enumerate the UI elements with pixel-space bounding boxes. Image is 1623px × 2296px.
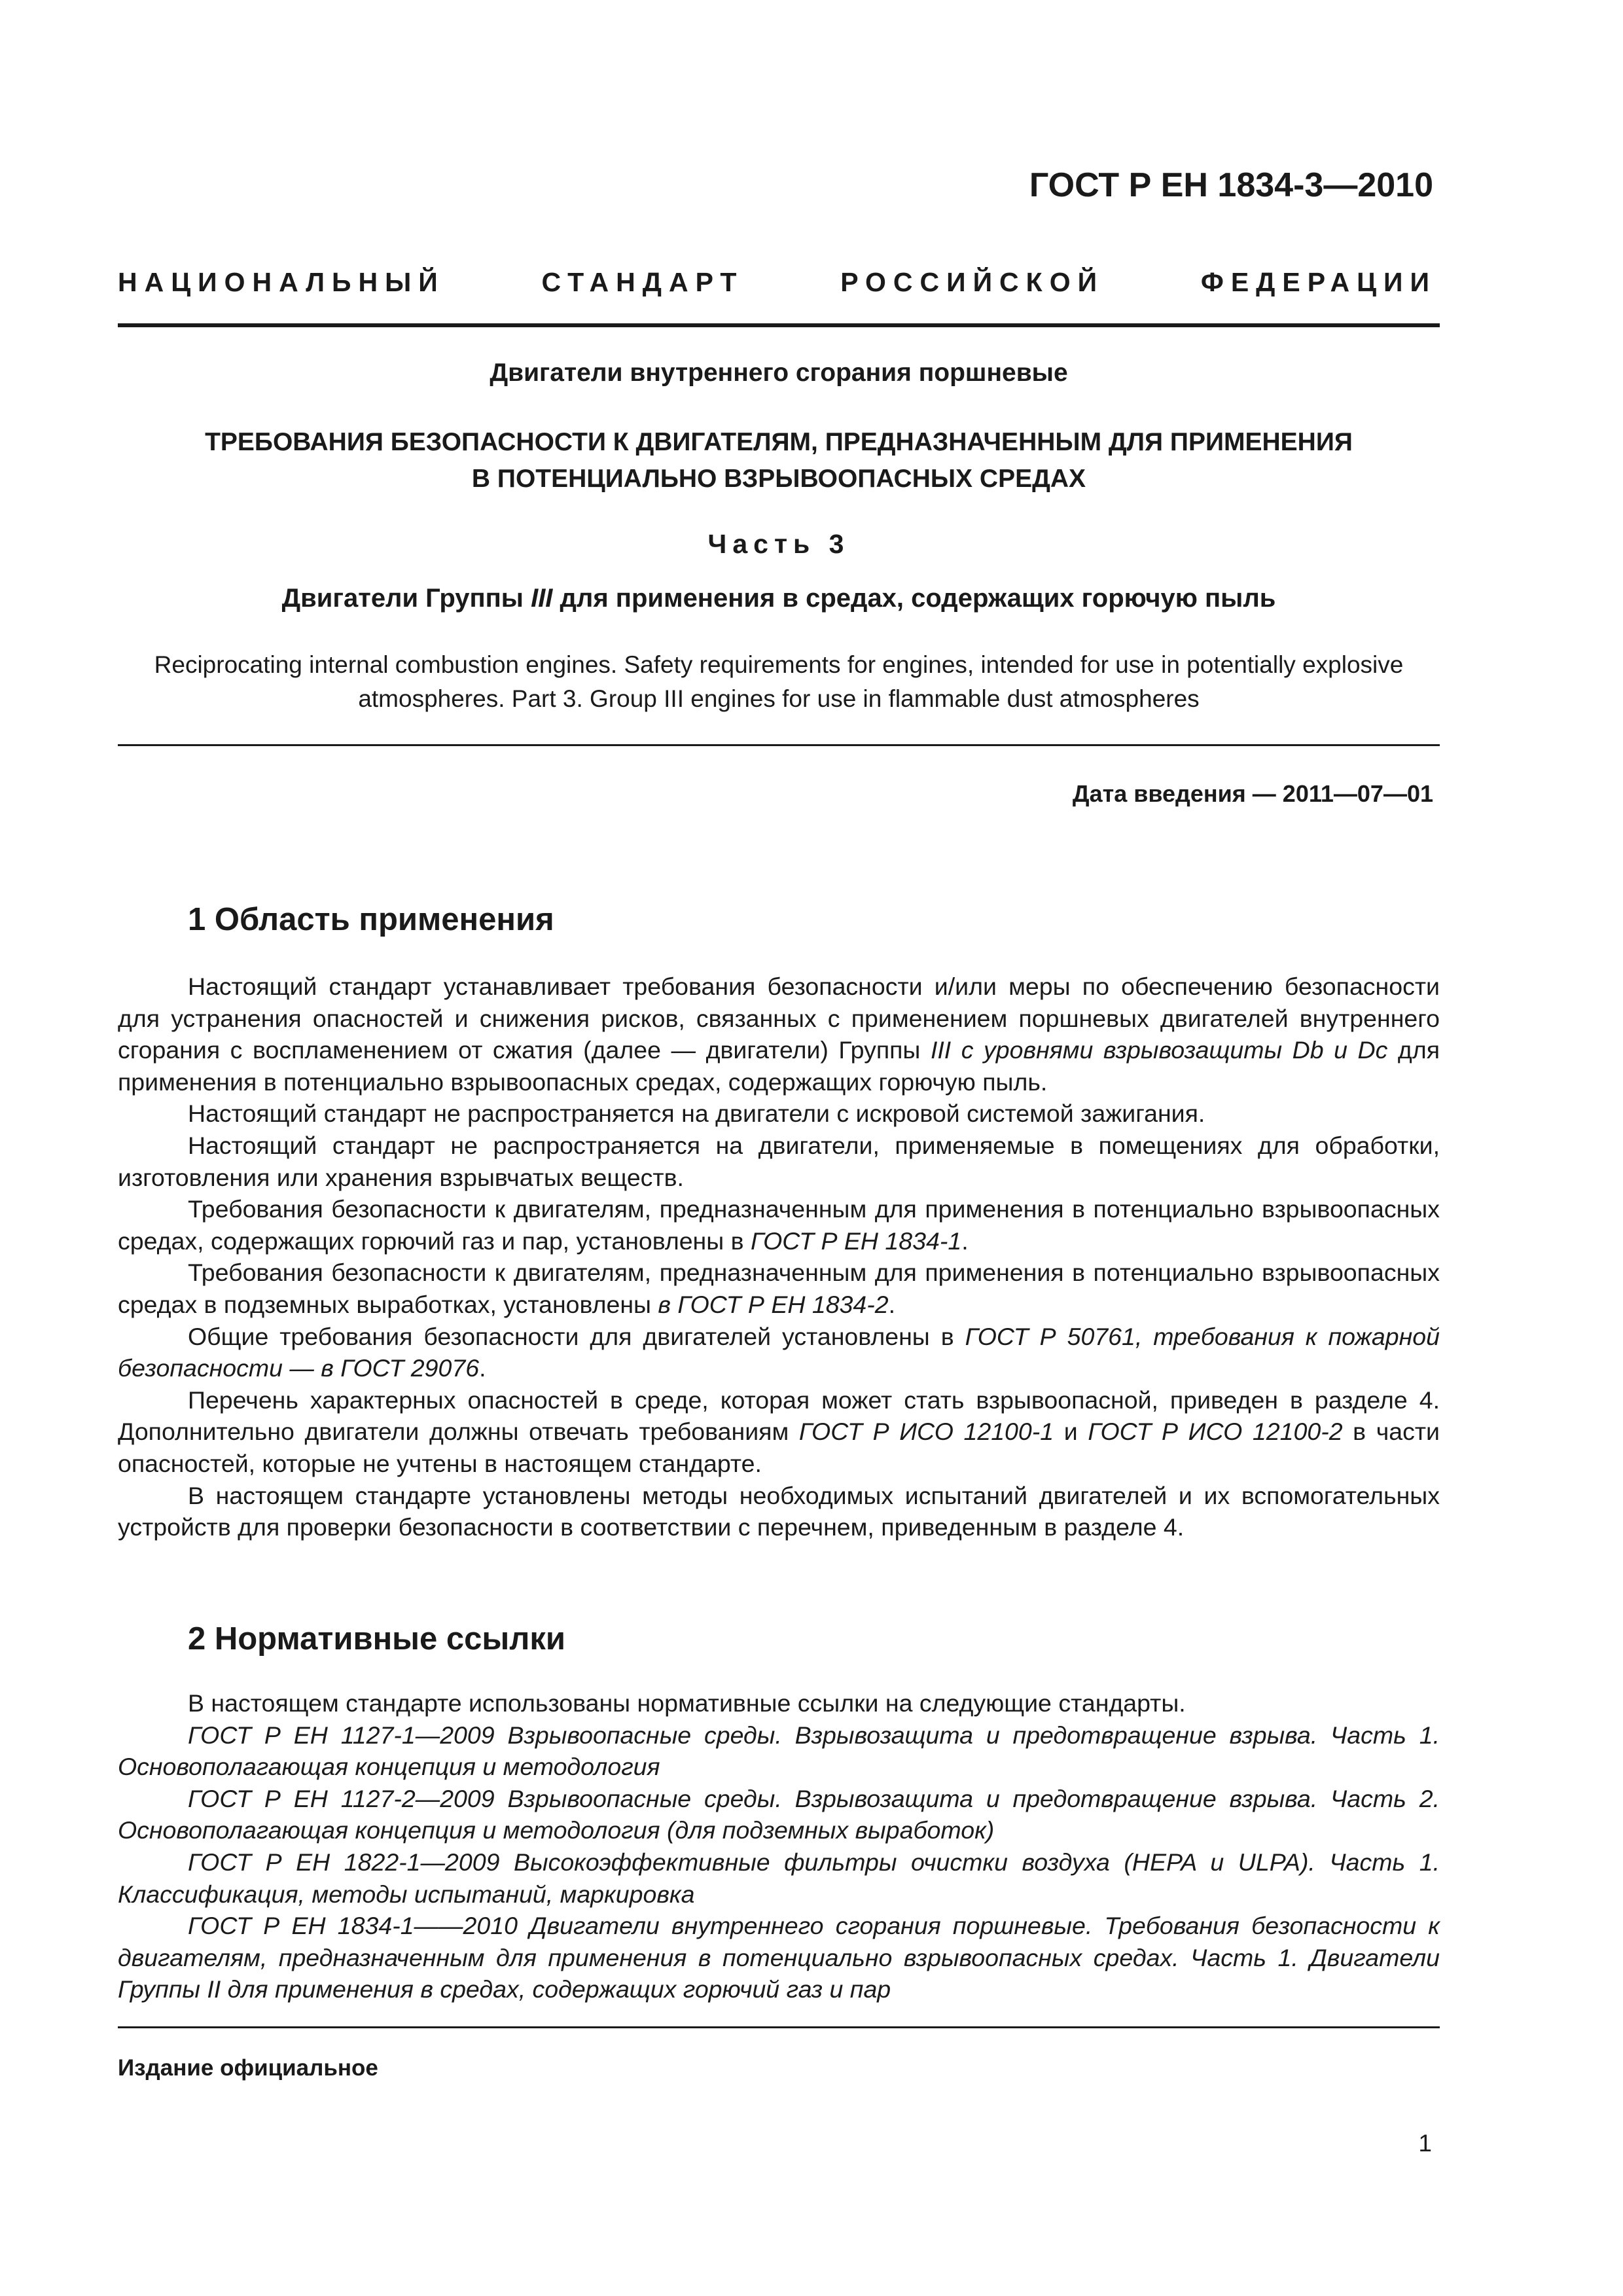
s1-p6-italic: ГОСТ Р 50761, требования к пожарной безопасности — в ГОСТ 29076: [118, 1322, 1440, 1382]
reference-3-text: ГОСТ Р ЕН 1822-1—2009 Высокоэффективные фильтры очистки воздуха (HEPA и ULPA). Часть 1. Классификация, методы испытаний, маркировка: [118, 1848, 1440, 1908]
s1-paragraph-3: Настоящий стандарт не распространяется на двигатели, применяемые в помещениях для обработки, изготовления или хранения взрывчатых веществ.: [118, 1131, 1440, 1191]
english-title-line-1: Reciprocating internal combustion engines. Safety requirements for engines, intended for use in potentially explosive: [154, 651, 1404, 678]
s2-intro: В настоящем стандарте использованы нормативные ссылки на следующие стандарты.: [188, 1689, 1186, 1717]
national-standard-heading: [118, 267, 1436, 298]
main-title-line-2: В ПОТЕНЦИАЛЬНО ВЗРЫВООПАСНЫХ СРЕДАХ: [471, 465, 1086, 493]
reference-3: [118, 1846, 1440, 1910]
part-label: Часть 3: [707, 529, 850, 559]
national-word-2: СТАНДАРТ: [541, 267, 744, 297]
s1-p7-italic-2: ГОСТ Р ИСО 12100-2: [1088, 1418, 1343, 1446]
s1-paragraph-5: [118, 1257, 1440, 1320]
reference-2-text: ГОСТ Р ЕН 1127-2—2009 Взрывоопасные среды. Взрывозащита и предотвращение взрыва. Часть 2. Основополагающая концепция и методология (для подземных выработок): [118, 1784, 1440, 1844]
title-rule: [118, 744, 1440, 746]
s1-paragraph-7: [118, 1384, 1440, 1480]
s1-p7-text-end: в части опасностей, которые не учтены в настоящем стандарте.: [118, 1418, 1440, 1477]
s1-p5-text: Требования безопасности к двигателям, предназначенным для применения в потенциально взрывоопасных средах в подземных выработках, установлены: [118, 1259, 1440, 1318]
main-title-line-1: ТРЕБОВАНИЯ БЕЗОПАСНОСТИ К ДВИГАТЕЛЯМ, ПРЕДНАЗНАЧЕННЫМ ДЛЯ ПРИМЕНЕНИЯ: [205, 428, 1353, 456]
part-subtitle: [118, 584, 1440, 613]
national-word-3: РОССИЙСКОЙ: [840, 267, 1105, 297]
s1-paragraph-1: [118, 971, 1440, 1098]
section-1-body: [118, 971, 1440, 1543]
s1-paragraph-6: [118, 1321, 1440, 1384]
introduction-date: Дата введения — 2011—07—01: [1072, 780, 1433, 807]
s1-p6-text-end: .: [479, 1354, 486, 1382]
reference-4: [118, 1910, 1440, 2005]
s1-paragraph-4: [118, 1193, 1440, 1257]
s1-p4-text: Требования безопасности к двигателям, предназначенным для применения в потенциально взрывоопасных средах, содержащих горючий газ и пар, установлены в: [118, 1195, 1440, 1255]
english-title: [118, 648, 1440, 716]
national-word-4: ФЕДЕРАЦИИ: [1200, 267, 1436, 297]
s1-p7-italic: ГОСТ Р ИСО 12100-1: [798, 1418, 1054, 1446]
footer-rule: [118, 2026, 1440, 2028]
s1-paragraph-2: Настоящий стандарт не распространяется на двигатели с искровой системой зажигания.: [188, 1100, 1205, 1128]
section-2-body: [118, 1687, 1440, 2005]
section-1-heading: 1 Область применения: [188, 902, 554, 937]
s1-p5-italic: в ГОСТ Р ЕН 1834-2: [658, 1290, 889, 1318]
reference-4-text: ГОСТ Р ЕН 1834-1——2010 Двигатели внутреннего сгорания поршневые. Требования безопасности к двигателям, предназначенным для применения в потенциально взрывоопасных средах. Часть 1. Двигатели Группы II для применения в средах, содержащих горючий газ и пар: [118, 1912, 1440, 2003]
header-rule: [118, 323, 1440, 327]
s1-p1-italic: III с уровнями взрывозащиты Db и Dc: [930, 1036, 1388, 1064]
official-edition-label: Издание официальное: [118, 2055, 378, 2081]
subtitle-roman: III: [531, 584, 553, 613]
subtitle-text-a: Двигатели Группы: [281, 584, 531, 613]
s1-p6-text: Общие требования безопасности для двигателей установлены в: [188, 1322, 965, 1350]
s1-p5-text-end: .: [888, 1290, 896, 1318]
reference-1-text: ГОСТ Р ЕН 1127-1—2009 Взрывоопасные среды. Взрывозащита и предотвращение взрыва. Часть 1. Основополагающая концепция и методология: [118, 1721, 1440, 1781]
page-number: 1: [1418, 2130, 1432, 2157]
subtitle-text-b: для применения в средах, содержащих горючую пыль: [552, 584, 1276, 613]
group-title: Двигатели внутреннего сгорания поршневые: [490, 359, 1068, 387]
s1-p1-text: Настоящий стандарт устанавливает требования безопасности и/или меры по обеспечению безопасности для устранения опасностей и снижения рисков, связанных с применением поршневых двигателей внутреннего сгорания с воспламенением от сжатия (далее — двигатели) Группы: [118, 973, 1440, 1064]
s1-p7-text-mid: и: [1054, 1418, 1088, 1446]
s1-p4-italic: ГОСТ Р ЕН 1834-1: [750, 1227, 962, 1255]
national-word-1: НАЦИОНАЛЬНЫЙ: [118, 267, 445, 297]
document-code: ГОСТ Р ЕН 1834-3—2010: [1029, 166, 1433, 204]
reference-1: [118, 1719, 1440, 1783]
reference-2: [118, 1783, 1440, 1846]
s1-p1-text-end: для применения в потенциально взрывоопасных средах, содержащих горючую пыль.: [118, 1036, 1440, 1096]
s1-p4-text-end: .: [961, 1227, 969, 1255]
s1-paragraph-8: В настоящем стандарте установлены методы необходимых испытаний двигателей и их вспомогательных устройств для проверки безопасности в соответствии с перечнем, приведенным в разделе 4.: [118, 1481, 1440, 1541]
section-2-heading: 2 Нормативные ссылки: [188, 1621, 565, 1657]
english-title-line-2: atmospheres. Part 3. Group III engines for use in flammable dust atmospheres: [358, 685, 1200, 712]
main-title: [118, 424, 1440, 497]
s1-p7-text: Перечень характерных опасностей в среде, которая может стать взрывоопасной, приведен в разделе 4. Дополнительно двигатели должны отвечать требованиям: [118, 1386, 1440, 1446]
